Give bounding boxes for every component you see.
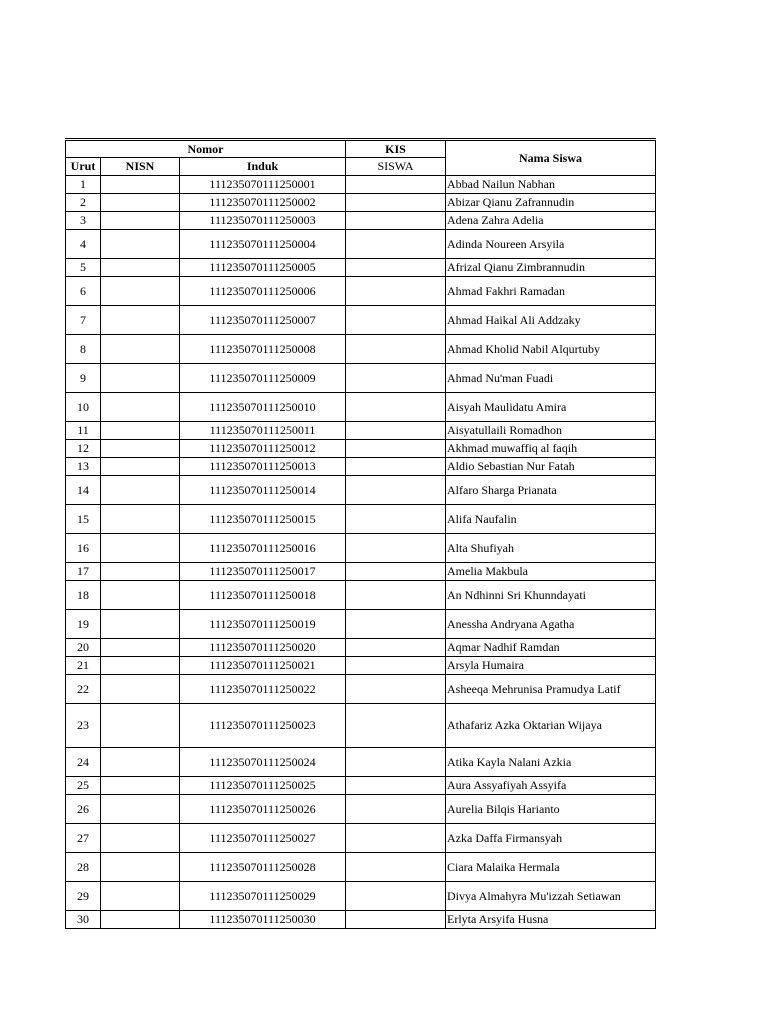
- cell-kis: [346, 476, 446, 505]
- cell-kis: [346, 882, 446, 911]
- cell-nisn: [101, 176, 180, 194]
- table-row: [66, 393, 656, 422]
- cell-kis: [346, 440, 446, 458]
- cell-nisn: [101, 440, 180, 458]
- cell-kis: [346, 657, 446, 675]
- header-kis-siswa: SISWA: [346, 158, 446, 176]
- header-kis: KIS: [346, 140, 446, 158]
- cell-kis: [346, 563, 446, 581]
- cell-nama: Afrizal Qianu Zimbrannudin: [446, 259, 656, 277]
- cell-nisn: [101, 306, 180, 335]
- cell-urut: 19: [66, 610, 101, 639]
- cell-kis: [346, 212, 446, 230]
- table-row: [66, 563, 656, 581]
- table-row: [66, 748, 656, 777]
- cell-nama: Aisyah Maulidatu Amira: [446, 393, 656, 422]
- cell-nisn: [101, 393, 180, 422]
- cell-nama: Azka Daffa Firmansyah: [446, 824, 656, 853]
- cell-urut: 21: [66, 657, 101, 675]
- cell-kis: [346, 534, 446, 563]
- cell-nama: Erlyta Arsyifa Husna: [446, 911, 656, 929]
- cell-nama: Alfaro Sharga Prianata: [446, 476, 656, 505]
- cell-nama: Ahmad Nu'man Fuadi: [446, 364, 656, 393]
- cell-induk: 111235070111250009: [180, 364, 346, 393]
- cell-kis: [346, 393, 446, 422]
- cell-urut: 8: [66, 335, 101, 364]
- cell-nisn: [101, 610, 180, 639]
- cell-urut: 11: [66, 422, 101, 440]
- header-induk: Induk: [180, 158, 346, 176]
- table-row: [66, 212, 656, 230]
- cell-nama: Ciara Malaika Hermala: [446, 853, 656, 882]
- header-row-top: [66, 140, 656, 158]
- cell-kis: [346, 458, 446, 476]
- cell-nama: Divya Almahyra Mu'izzah Setiawan: [446, 882, 656, 911]
- cell-nisn: [101, 639, 180, 657]
- cell-nisn: [101, 505, 180, 534]
- cell-nisn: [101, 581, 180, 610]
- header-nama-siswa: Nama Siswa: [446, 140, 656, 176]
- table-row: [66, 458, 656, 476]
- cell-nisn: [101, 777, 180, 795]
- cell-kis: [346, 704, 446, 748]
- cell-nama: Aisyatullaili Romadhon: [446, 422, 656, 440]
- cell-induk: 111235070111250001: [180, 176, 346, 194]
- cell-urut: 9: [66, 364, 101, 393]
- cell-induk: 111235070111250016: [180, 534, 346, 563]
- cell-induk: 111235070111250003: [180, 212, 346, 230]
- cell-induk: 111235070111250030: [180, 911, 346, 929]
- cell-induk: 111235070111250013: [180, 458, 346, 476]
- table-row: [66, 230, 656, 259]
- cell-nama: Aurelia Bilqis Harianto: [446, 795, 656, 824]
- cell-kis: [346, 176, 446, 194]
- cell-urut: 3: [66, 212, 101, 230]
- table-body: [66, 176, 656, 929]
- cell-induk: 111235070111250017: [180, 563, 346, 581]
- cell-nisn: [101, 563, 180, 581]
- table-row: [66, 476, 656, 505]
- cell-induk: 111235070111250024: [180, 748, 346, 777]
- table-row: [66, 853, 656, 882]
- cell-nisn: [101, 212, 180, 230]
- cell-urut: 2: [66, 194, 101, 212]
- cell-nisn: [101, 194, 180, 212]
- cell-nama: Abizar Qianu Zafrannudin: [446, 194, 656, 212]
- cell-urut: 4: [66, 230, 101, 259]
- cell-induk: 111235070111250027: [180, 824, 346, 853]
- table-row: [66, 911, 656, 929]
- table-row: [66, 422, 656, 440]
- table-row: [66, 824, 656, 853]
- table-row: [66, 176, 656, 194]
- cell-nama: Adena Zahra Adelia: [446, 212, 656, 230]
- cell-nisn: [101, 882, 180, 911]
- header-urut: Urut: [66, 158, 101, 176]
- cell-nisn: [101, 704, 180, 748]
- cell-induk: 111235070111250021: [180, 657, 346, 675]
- cell-nisn: [101, 748, 180, 777]
- cell-kis: [346, 581, 446, 610]
- cell-nama: An Ndhinni Sri Khunndayati: [446, 581, 656, 610]
- cell-urut: 27: [66, 824, 101, 853]
- student-table: [65, 138, 656, 929]
- cell-urut: 23: [66, 704, 101, 748]
- cell-nisn: [101, 911, 180, 929]
- cell-urut: 24: [66, 748, 101, 777]
- cell-induk: 111235070111250025: [180, 777, 346, 795]
- cell-induk: 111235070111250002: [180, 194, 346, 212]
- cell-kis: [346, 824, 446, 853]
- table-row: [66, 639, 656, 657]
- header-nisn: NISN: [101, 158, 180, 176]
- cell-induk: 111235070111250020: [180, 639, 346, 657]
- cell-induk: 111235070111250007: [180, 306, 346, 335]
- cell-nisn: [101, 277, 180, 306]
- cell-induk: 111235070111250015: [180, 505, 346, 534]
- cell-induk: 111235070111250008: [180, 335, 346, 364]
- cell-kis: [346, 505, 446, 534]
- cell-kis: [346, 364, 446, 393]
- cell-kis: [346, 777, 446, 795]
- cell-urut: 7: [66, 306, 101, 335]
- cell-urut: 10: [66, 393, 101, 422]
- cell-kis: [346, 277, 446, 306]
- cell-nisn: [101, 476, 180, 505]
- cell-urut: 12: [66, 440, 101, 458]
- cell-nama: Athafariz Azka Oktarian Wijaya: [446, 704, 656, 748]
- cell-nama: Asheeqa Mehrunisa Pramudya Latif: [446, 675, 656, 704]
- cell-induk: 111235070111250011: [180, 422, 346, 440]
- cell-induk: 111235070111250004: [180, 230, 346, 259]
- cell-nisn: [101, 657, 180, 675]
- cell-kis: [346, 306, 446, 335]
- cell-kis: [346, 422, 446, 440]
- cell-nama: Akhmad muwaffiq al faqih: [446, 440, 656, 458]
- table-row: [66, 440, 656, 458]
- cell-kis: [346, 194, 446, 212]
- cell-urut: 16: [66, 534, 101, 563]
- cell-nama: Alta Shufiyah: [446, 534, 656, 563]
- cell-nisn: [101, 824, 180, 853]
- table-row: [66, 777, 656, 795]
- cell-induk: 111235070111250014: [180, 476, 346, 505]
- cell-induk: 111235070111250006: [180, 277, 346, 306]
- cell-urut: 22: [66, 675, 101, 704]
- cell-nisn: [101, 364, 180, 393]
- cell-urut: 30: [66, 911, 101, 929]
- cell-kis: [346, 610, 446, 639]
- cell-urut: 20: [66, 639, 101, 657]
- table-row: [66, 306, 656, 335]
- cell-nisn: [101, 422, 180, 440]
- cell-nisn: [101, 230, 180, 259]
- cell-nisn: [101, 675, 180, 704]
- cell-kis: [346, 639, 446, 657]
- table-row: [66, 259, 656, 277]
- cell-nisn: [101, 534, 180, 563]
- cell-induk: 111235070111250022: [180, 675, 346, 704]
- table-row: [66, 364, 656, 393]
- cell-urut: 25: [66, 777, 101, 795]
- cell-nama: Atika Kayla Nalani Azkia: [446, 748, 656, 777]
- table-row: [66, 882, 656, 911]
- cell-urut: 26: [66, 795, 101, 824]
- cell-kis: [346, 748, 446, 777]
- cell-urut: 28: [66, 853, 101, 882]
- cell-nama: Amelia Makbula: [446, 563, 656, 581]
- cell-induk: 111235070111250028: [180, 853, 346, 882]
- cell-nisn: [101, 795, 180, 824]
- cell-induk: 111235070111250018: [180, 581, 346, 610]
- cell-nama: Adinda Noureen Arsyila: [446, 230, 656, 259]
- cell-nama: Aldio Sebastian Nur Fatah: [446, 458, 656, 476]
- cell-kis: [346, 675, 446, 704]
- cell-induk: 111235070111250023: [180, 704, 346, 748]
- table-row: [66, 534, 656, 563]
- table-row: [66, 194, 656, 212]
- cell-urut: 6: [66, 277, 101, 306]
- cell-kis: [346, 853, 446, 882]
- cell-nisn: [101, 259, 180, 277]
- cell-urut: 5: [66, 259, 101, 277]
- table-row: [66, 335, 656, 364]
- cell-nama: Aqmar Nadhif Ramdan: [446, 639, 656, 657]
- cell-induk: 111235070111250012: [180, 440, 346, 458]
- table-row: [66, 795, 656, 824]
- cell-nama: Abbad Nailun Nabhan: [446, 176, 656, 194]
- cell-induk: 111235070111250005: [180, 259, 346, 277]
- cell-nama: Aura Assyafiyah Assyifa: [446, 777, 656, 795]
- cell-urut: 15: [66, 505, 101, 534]
- cell-urut: 13: [66, 458, 101, 476]
- cell-nama: Ahmad Haikal Ali Addzaky: [446, 306, 656, 335]
- cell-nama: Anessha Andryana Agatha: [446, 610, 656, 639]
- table-row: [66, 610, 656, 639]
- table-row: [66, 675, 656, 704]
- cell-urut: 29: [66, 882, 101, 911]
- cell-induk: 111235070111250029: [180, 882, 346, 911]
- cell-kis: [346, 911, 446, 929]
- header-nomor: Nomor: [66, 140, 346, 158]
- cell-kis: [346, 795, 446, 824]
- cell-nama: Alifa Naufalin: [446, 505, 656, 534]
- cell-kis: [346, 335, 446, 364]
- cell-kis: [346, 230, 446, 259]
- cell-urut: 1: [66, 176, 101, 194]
- cell-induk: 111235070111250010: [180, 393, 346, 422]
- cell-nisn: [101, 458, 180, 476]
- table-row: [66, 704, 656, 748]
- cell-nama: Ahmad Kholid Nabil Alqurtuby: [446, 335, 656, 364]
- cell-nisn: [101, 853, 180, 882]
- cell-kis: [346, 259, 446, 277]
- cell-nama: Ahmad Fakhri Ramadan: [446, 277, 656, 306]
- cell-induk: 111235070111250019: [180, 610, 346, 639]
- cell-urut: 17: [66, 563, 101, 581]
- table-row: [66, 505, 656, 534]
- cell-urut: 14: [66, 476, 101, 505]
- table-row: [66, 581, 656, 610]
- cell-induk: 111235070111250026: [180, 795, 346, 824]
- cell-nama: Arsyla Humaira: [446, 657, 656, 675]
- table-row: [66, 657, 656, 675]
- cell-urut: 18: [66, 581, 101, 610]
- table-row: [66, 277, 656, 306]
- cell-nisn: [101, 335, 180, 364]
- table-header: [66, 140, 656, 176]
